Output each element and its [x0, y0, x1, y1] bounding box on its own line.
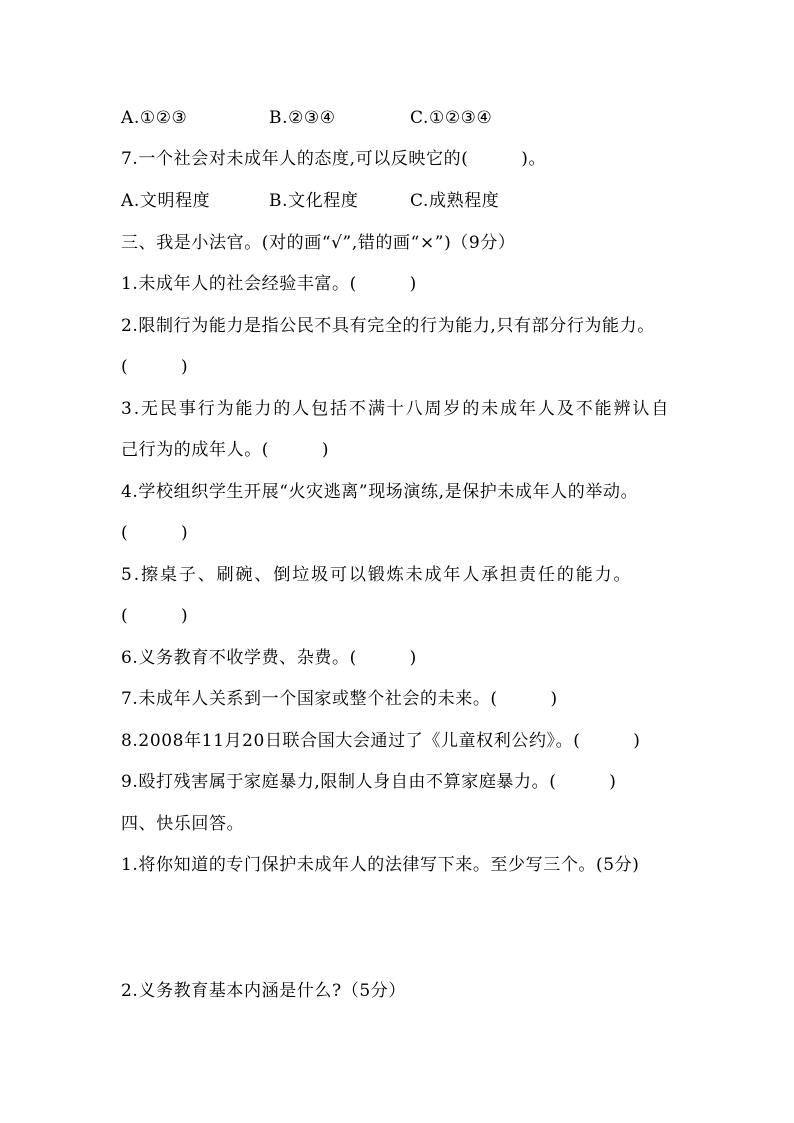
q6-option-a: A.①②③ [121, 108, 188, 128]
q7-option-a: A.文明程度 [121, 191, 211, 211]
answer-question-1: 1.将你知道的专门保护未成年人的法律写下来。至少写三个。(5分) [121, 855, 640, 875]
judge-item-3: 3.无民事行为能力的人包括不满十八周岁的未成年人及不能辨认自 [121, 399, 671, 419]
q7-stem: 7.一个社会对未成年人的态度,可以反映它的( )。 [121, 149, 547, 169]
judge-item-2-answer: ( ) [121, 357, 189, 377]
judge-item-4: 4.学校组织学生开展“火灾逃离”现场演练,是保护未成年人的举动。 [121, 482, 639, 502]
judge-item-7: 7.未成年人关系到一个国家或整个社会的未来。( ) [121, 689, 558, 709]
judge-item-4-answer: ( ) [121, 523, 189, 543]
judge-item-5-answer: ( ) [121, 606, 189, 626]
q6-option-b: B.②③④ [269, 108, 336, 128]
judge-item-8: 8.2008年11月20日联合国大会通过了《儿童权利公约》。( ) [121, 731, 641, 751]
judge-item-3-cont: 己行为的成年人。( ) [121, 440, 330, 460]
judge-item-9: 9.殴打残害属于家庭暴力,限制人身自由不算家庭暴力。( ) [121, 772, 617, 792]
q7-option-b: B.文化程度 [269, 191, 359, 211]
section-4-title: 四、快乐回答。 [121, 814, 245, 834]
judge-item-6: 6.义务教育不收学费、杂费。( ) [121, 648, 417, 668]
section-3-title: 三、我是小法官。(对的画“√”,错的画“×”)（9分） [121, 233, 516, 253]
q7-option-c: C.成熟程度 [410, 191, 500, 211]
judge-item-2: 2.限制行为能力是指公民不具有完全的行为能力,只有部分行为能力。 [121, 316, 655, 336]
q6-option-c: C.①②③④ [410, 108, 493, 128]
judge-item-5: 5.擦桌子、刷碗、倒垃圾可以锻炼未成年人承担责任的能力。 [121, 565, 633, 585]
judge-item-1: 1.未成年人的社会经验丰富。( ) [121, 274, 417, 294]
answer-question-2: 2.义务教育基本内涵是什么?（5分） [121, 981, 406, 1001]
